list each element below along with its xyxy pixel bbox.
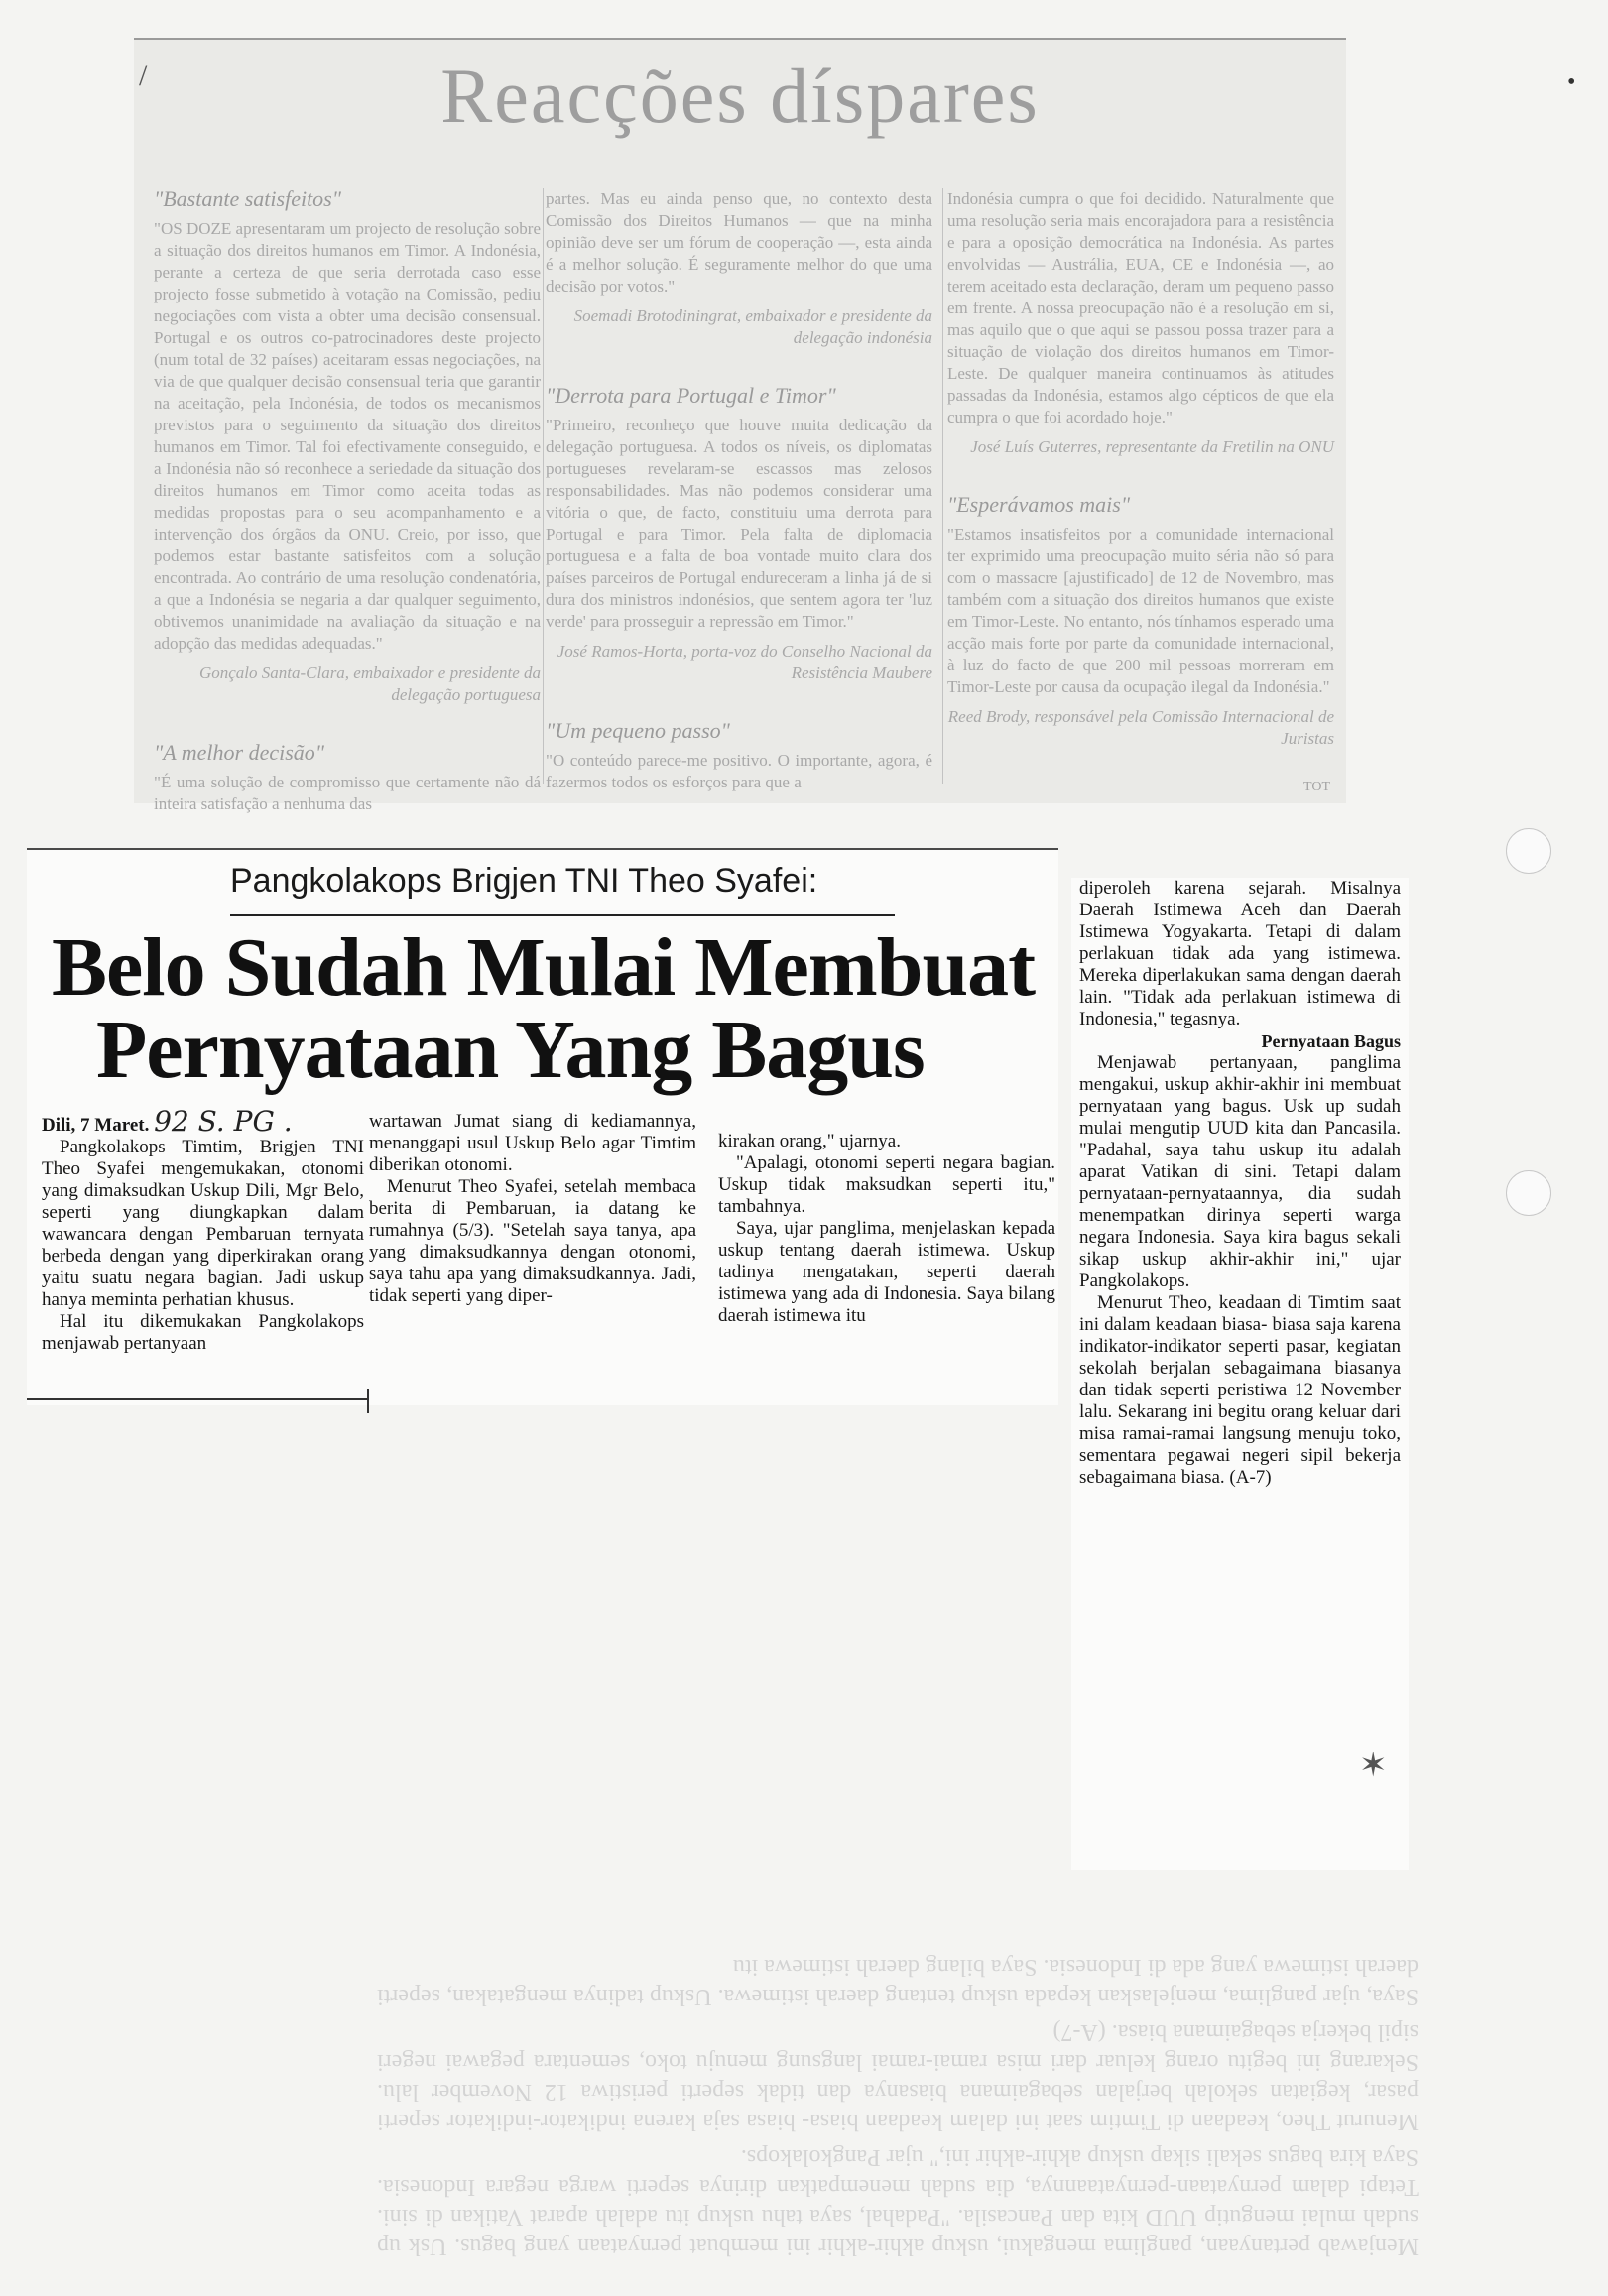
dateline-line [42, 1105, 364, 1138]
dateline: Dili, 7 Maret. [42, 1115, 150, 1136]
top-clipping-headline: Reacções díspares [440, 53, 1040, 139]
top-clipping [134, 38, 1346, 813]
article-paragraph: kirakan orang," ujarnya. [718, 1131, 901, 1151]
article-paragraph: Menurut Theo Syafei, setelah membaca berita di Pembaruan, ia datang ke rumahnya (5/3). "Setelah saya tanya, apa yang dimaksudkannya dengan otonomi, saya tahu apa yang dimaksudkannya. Jadi, tidak seperti yang diper- [369, 1176, 696, 1306]
main-clipping [12, 848, 1417, 1879]
handwritten-note: 92 S. PG . [154, 1105, 293, 1138]
top-col2-paragraph-2: "Primeiro, reconheço que houve muita dedicação da delegação portuguesa. A todos os níveis, os diplomatas portugueses revelaram-se escassos mas zelosos responsabilidades. Mas não podemos considerar uma vitória o que, de facto, constituiu uma derrota para Portugal e para Timor. Pela falta de diplomacia portuguesa e a falta de boa vontade muito clara dos países parceiros de Portugal endureceram a linha já de si dura dos ministros indonésios, que sentem agora ter 'luz verde' para prosseguir a repressão em Timor." [546, 416, 932, 631]
top-col2-paragraph-3: "O conteúdo parece-me positivo. O importante, agora, é fazermos todos os esforços para que a [546, 751, 932, 791]
headline-line-1: Belo Sudah Mulai Membuat [52, 921, 1036, 1014]
article-paragraph: Menurut Theo, keadaan di Timtim saat ini dalam keadaan biasa- biasa saja karena indikator-indikator seperti pasar, kegiatan sekolah berjalan sebagaimana biasanya dan tidak seperti peristiwa 12 November lalu. Sekarang ini begitu orang keluar dari misa ramai-ramai langsung menuju toko, sementara pegawai negeri sipil bekerja sebagaimana biasa. (A-7) [1079, 1292, 1401, 1488]
top-clipping-column-1 [154, 188, 541, 823]
top-col2-signature: Soemadi Brotodiningrat, embaixador e presidente da delegação indonésia [573, 306, 932, 347]
column-rule [942, 188, 943, 784]
top-col3-subhead: "Esperávamos mais" [947, 492, 1131, 517]
top-col2-signature-2: José Ramos-Horta, porta-voz do Conselho Nacional da Resistência Maubere [557, 642, 932, 682]
top-col3-paragraph: Indonésia cumpra o que foi decidido. Naturalmente que uma resolução seria mais encorajadora para a resistência e para a oposição democrática na Indonésia. As partes envolvidas — Austrália, EUA, CE e Indonésia —, ao terem aceitado esta declaração, deram um pequeno passo em frente. A nossa preocupação não é a resolução em si, mas aquilo que o que aqui se passou possa trazer para a situação de violação dos direitos humanos em Timor-Leste. De qualquer maneira continuamos às atitudes passadas da Indonésia, estamos algo cépticos de que ela cumpra o que foi acordado hoje." [947, 189, 1334, 426]
kicker: Pangkolakops Brigjen TNI Theo Syafei: [230, 862, 818, 900]
article-subhead: Pernyataan Bagus [1261, 1031, 1401, 1051]
article-column-2 [369, 1111, 696, 1307]
pen-dot-mark: • [1567, 69, 1576, 95]
kicker-underline [230, 914, 895, 916]
article-paragraph: Menjawab pertanyaan, panglima mengakui, uskup akhir-akhir ini membuat pernyataan yang bagus. Usk up sudah mulai mengutip UUD kita dan Pancasila. "Padahal, saya tahu uskup itu adalah aparat Vatikan di sini. Tetapi dalam pernyataan-pernyataannya, dia sudah menempatkan dirinya seperti warga negara Indonesia. Saya kira bagus sekali sikap uskup akhir-akhir ini," ujar Pangkolakops. [1079, 1052, 1401, 1291]
column-rule [367, 1389, 369, 1413]
top-col2-paragraph: partes. Mas eu ainda penso que, no contexto desta Comissão dos Direitos Humanos — que na minha opinião deve ser um fórum de cooperação —, esta ainda é a melhor solução. É seguramente melhor do que uma decisão por votos." [546, 189, 932, 296]
article-paragraph: diperoleh karena sejarah. Misalnya Daerah Istimewa Aceh dan Daerah Istimewa Yogyakarta. Tetapi di dalam perlakuan tidak ada yang istimewa. Mereka diperlakukan sama dengan daerah lain. "Tidak ada perlakuan istimewa di Indonesia," tegasnya. [1079, 878, 1401, 1029]
column-rule [27, 1398, 369, 1400]
top-col3-paragraph-2: "Estamos insatisfeitos por a comunidade internacional ter exprimido uma preocupação muito séria não só para com o massacre [ajustificado] de 12 de Novembro, mas também com a situação dos direitos humanos que existe em Timor-Leste. No entanto, nós tínhamos esperado uma acção mais forte por parte da comunidade internacional, à luz do facto de que 200 mil pessoas morreram em Timor-Leste por causa da ocupação ilegal da Indonésia." [947, 525, 1334, 696]
headline-line-2: Pernyataan Yang Bagus [96, 1004, 925, 1096]
show-through-paragraph: Saya, ujar panglima, menjelaskan kepada uskup tentang daerah istimewa. Uskup tadinya mengatakan, seperti daerah istimewa yang ada di Indonesia. Saya bilang daerah istimewa itu [377, 1954, 1419, 2009]
top-col3-signature-2: Reed Brody, responsável pela Comissão Internacional de Juristas [947, 707, 1334, 748]
article-paragraph: Pangkolakops Timtim, Brigjen TNI Theo Syafei mengemukakan, otonomi yang dimaksudkan Uskup Dili, Mgr Belo, seperti yang diungkapkan dalam wawancara dengan Pembaruan ternyata berbeda dengan yang diperkirakan orang yaitu suatu negara bagian. Jadi uskup hanya meminta perhatian khusus. [42, 1137, 364, 1310]
article-paragraph: Hal itu dikemukakan Pangkolakops menjawab pertanyaan [42, 1311, 364, 1354]
pen-tick-mark: / [139, 60, 148, 92]
top-col1-signature: Gonçalo Santa-Clara, embaixador e presidente da delegação portuguesa [198, 664, 541, 704]
clipping-code: TOT [1303, 780, 1330, 794]
show-through-paragraph: Menjawab pertanyaan, panglima mengakui, uskup akhir-akhir ini membuat pernyataan yang bagus. Usk up sudah mulai mengutip UUD kita dan Pancasila. "Padahal, saya tahu uskup itu adalah aparat Vatikan di sini. Tetapi dalam pernyataan-pernyataannya, dia sudah menempatkan dirinya seperti warga negara Indonesia. Saya kira bagus sekali sikap uskup akhir-akhir ini," ujar Pangkolakops. [377, 2144, 1419, 2259]
punch-hole [1506, 828, 1551, 874]
show-through-paragraph: Menurut Theo, keadaan di Timtim saat ini dalam keadaan biasa- biasa saja karena indikator-indikator seperti pasar, kegiatan sekolah berjalan sebagaimana biasanya dan tidak seperti peristiwa 12 November lalu. Sekarang ini begitu orang keluar dari misa ramai-ramai langsung menuju toko, sementara pegawai negeri sipil bekerja sebagaimana biasa. (A-7) [377, 2019, 1419, 2134]
pen-scribble-mark: ✶ [1359, 1748, 1388, 1784]
top-col3-signature: José Luís Guterres, representante da Fretilin na ONU [970, 437, 1334, 456]
top-col2-subhead: "Derrota para Portugal e Timor" [546, 383, 836, 408]
top-col1-subhead-2: "A melhor decisão" [154, 740, 325, 765]
article-column-3 [718, 1131, 1055, 1327]
top-col1-paragraph: "OS DOZE apresentaram um projecto de resolução sobre a situação dos direitos humanos em Timor. A Indonésia, perante a certeza de que seria derrotada caso esse projecto fosse submetido à votação na Comissão, pediu negociações com vista a obter uma decisão consensual. Portugal e os outros co-patrocinadores deste projecto (num total de 32 países) aceitaram essas negociações, na via de que qualquer decisão consensual teria que garantir na aceitação, pela Indonésia, de todos os mecanismos previstos para o seguimento da situação dos direitos humanos em Timor. Tal foi efectivamente conseguido, e a Indonésia não só reconhece a seriedade da situação dos direitos humanos em Timor como aceita todas as medidas propostas para o seu acompanhamento e a intervenção dos órgãos da ONU. Creio, por isso, que podemos estar bastante satisfeitos com a solução encontrada. Ao contrário de uma resolução condenatória, a que a Indonésia se negaria a dar qualquer seguimento, obtivemos unanimidade na avaliação da situação e na adopção das medidas adequadas." [154, 219, 541, 653]
article-paragraph: wartawan Jumat siang di kediamannya, menanggapi usul Uskup Belo agar Timtim diberikan otonomi. [369, 1111, 696, 1175]
top-clipping-column-2 [546, 188, 932, 801]
article-column-4 [1071, 878, 1409, 1870]
article-column-1 [42, 1105, 364, 1355]
top-col1-paragraph-2: "É uma solução de compromisso que certamente não dá inteira satisfação a nenhuma das [154, 773, 541, 813]
punch-hole [1506, 1170, 1551, 1216]
top-clipping-column-3 [947, 188, 1334, 785]
article-paragraph: "Apalagi, otonomi seperti negara bagian. Uskup tidak maksudkan seperti itu," tambahnya. [718, 1152, 1055, 1217]
column-rule [543, 188, 544, 784]
top-col1-subhead: "Bastante satisfeitos" [154, 186, 341, 211]
top-col2-subhead-3: "Um pequeno passo" [546, 718, 730, 743]
article-paragraph: Saya, ujar panglima, menjelaskan kepada uskup tentang daerah istimewa. Uskup tadinya mengatakan, seperti daerah istimewa yang ada di Indonesia. Saya bilang daerah istimewa itu [718, 1218, 1055, 1326]
